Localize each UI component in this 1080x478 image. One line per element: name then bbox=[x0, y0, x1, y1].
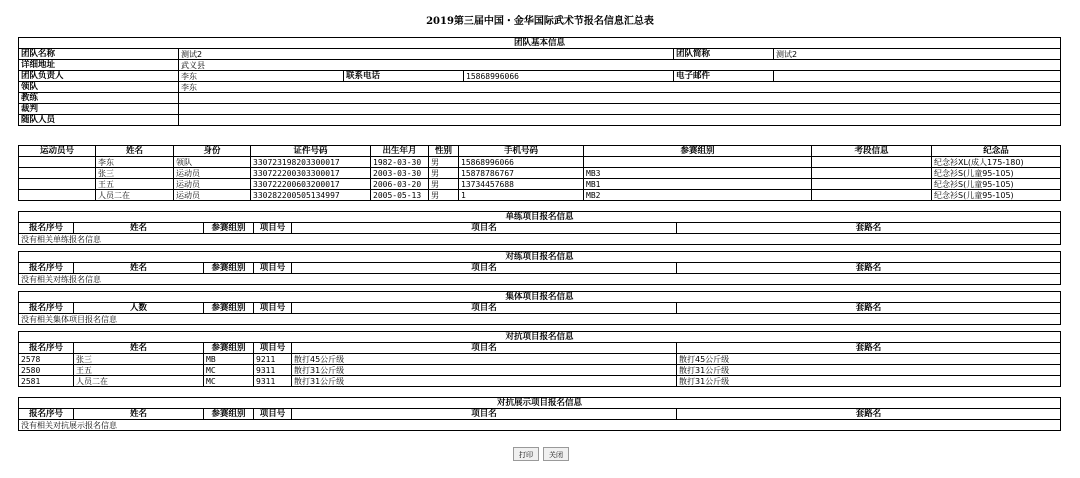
combat-item-no: 9311 bbox=[254, 376, 292, 387]
athlete-name: 李东 bbox=[96, 157, 174, 168]
combat-table bbox=[18, 331, 1061, 387]
print-button[interactable]: 打印 bbox=[513, 447, 539, 461]
combat-row bbox=[19, 354, 1061, 365]
pair-header: 套路名 bbox=[677, 263, 1061, 274]
pair-table bbox=[18, 251, 1061, 285]
team-info-table bbox=[18, 37, 1061, 126]
pair-header: 参赛组别 bbox=[204, 263, 254, 274]
athlete-number bbox=[19, 157, 96, 168]
athlete-role: 运动员 bbox=[174, 179, 251, 190]
team-name-value: 测试2 bbox=[179, 49, 674, 60]
group-section-title: 集体项目报名信息 bbox=[19, 292, 1061, 303]
pair-header: 姓名 bbox=[74, 263, 204, 274]
athlete-phone: 15878786767 bbox=[459, 168, 584, 179]
combat-row bbox=[19, 376, 1061, 387]
athlete-grade bbox=[812, 179, 932, 190]
single-header: 参赛组别 bbox=[204, 223, 254, 234]
group-header: 人数 bbox=[74, 303, 204, 314]
athletes-table bbox=[18, 145, 1061, 201]
email-label: 电子邮件 bbox=[674, 71, 774, 82]
team-short-value: 测试2 bbox=[774, 49, 1061, 60]
athlete-gender: 男 bbox=[429, 179, 459, 190]
staff-value bbox=[179, 115, 1061, 126]
combat-seq: 2578 bbox=[19, 354, 74, 365]
combat-item-name: 散打31公斤级 bbox=[292, 376, 677, 387]
athlete-name: 张三 bbox=[96, 168, 174, 179]
athlete-souvenir: 纪念衫S(儿童95-105) bbox=[932, 168, 1061, 179]
group-header: 套路名 bbox=[677, 303, 1061, 314]
athletes-header: 考段信息 bbox=[812, 146, 932, 157]
athlete-birth: 1982-03-30 bbox=[371, 157, 429, 168]
combat-name: 人员二在 bbox=[74, 376, 204, 387]
combat-row bbox=[19, 365, 1061, 376]
phone-value: 15868996066 bbox=[464, 71, 674, 82]
athlete-group: MB1 bbox=[584, 179, 812, 190]
combat-seq: 2580 bbox=[19, 365, 74, 376]
athlete-souvenir: 纪念衫S(儿童95-105) bbox=[932, 179, 1061, 190]
single-header: 套路名 bbox=[677, 223, 1061, 234]
combat-name: 张三 bbox=[74, 354, 204, 365]
athletes-header: 运动员号 bbox=[19, 146, 96, 157]
athlete-phone: 15868996066 bbox=[459, 157, 584, 168]
combat-header: 项目名 bbox=[292, 343, 677, 354]
combat-routine: 散打31公斤级 bbox=[677, 376, 1061, 387]
pair-header: 项目号 bbox=[254, 263, 292, 274]
combat-name: 王五 bbox=[74, 365, 204, 376]
single-header: 项目名 bbox=[292, 223, 677, 234]
athletes-header: 手机号码 bbox=[459, 146, 584, 157]
combat-item-name: 散打45公斤级 bbox=[292, 354, 677, 365]
athlete-id: 330722200603200017 bbox=[251, 179, 371, 190]
athletes-header: 性别 bbox=[429, 146, 459, 157]
single-header: 姓名 bbox=[74, 223, 204, 234]
page-title: 2019第三届中国・金华国际武术节报名信息汇总表 bbox=[426, 16, 654, 27]
team-name-label: 团队名称 bbox=[19, 49, 179, 60]
athlete-id: 330722200303300017 bbox=[251, 168, 371, 179]
combat-show-header: 参赛组别 bbox=[204, 409, 254, 420]
pair-empty: 没有相关对练报名信息 bbox=[19, 274, 1061, 285]
athlete-id: 330282200505134997 bbox=[251, 190, 371, 201]
phone-label: 联系电话 bbox=[344, 71, 464, 82]
athletes-header: 参赛组别 bbox=[584, 146, 812, 157]
athlete-group: MB2 bbox=[584, 190, 812, 201]
pair-header: 报名序号 bbox=[19, 263, 74, 274]
combat-section-title: 对抗项目报名信息 bbox=[19, 332, 1061, 343]
combat-show-header: 姓名 bbox=[74, 409, 204, 420]
athlete-number bbox=[19, 168, 96, 179]
single-header: 报名序号 bbox=[19, 223, 74, 234]
single-empty: 没有相关单练报名信息 bbox=[19, 234, 1061, 245]
combat-show-header: 项目名 bbox=[292, 409, 677, 420]
combat-show-section-title: 对抗展示项目报名信息 bbox=[19, 398, 1061, 409]
pair-header: 项目名 bbox=[292, 263, 677, 274]
judge-label: 裁判 bbox=[19, 104, 179, 115]
judge-value bbox=[179, 104, 1061, 115]
athlete-birth: 2005-05-13 bbox=[371, 190, 429, 201]
single-section-title: 单练项目报名信息 bbox=[19, 212, 1061, 223]
combat-group: MC bbox=[204, 365, 254, 376]
combat-header: 姓名 bbox=[74, 343, 204, 354]
email-value bbox=[774, 71, 1061, 82]
combat-header: 参赛组别 bbox=[204, 343, 254, 354]
leader-value: 李东 bbox=[179, 71, 344, 82]
athletes-header: 证件号码 bbox=[251, 146, 371, 157]
staff-label: 随队人员 bbox=[19, 115, 179, 126]
athlete-grade bbox=[812, 157, 932, 168]
combat-show-header: 项目号 bbox=[254, 409, 292, 420]
leader-label: 团队负责人 bbox=[19, 71, 179, 82]
group-header: 参赛组别 bbox=[204, 303, 254, 314]
athlete-row bbox=[19, 168, 1061, 179]
athlete-name: 人员二在 bbox=[96, 190, 174, 201]
athlete-birth: 2003-03-30 bbox=[371, 168, 429, 179]
combat-routine: 散打45公斤级 bbox=[677, 354, 1061, 365]
combat-item-name: 散打31公斤级 bbox=[292, 365, 677, 376]
athlete-role: 领队 bbox=[174, 157, 251, 168]
athlete-souvenir: 纪念衫S(儿童95-105) bbox=[932, 190, 1061, 201]
athletes-header: 出生年月 bbox=[371, 146, 429, 157]
combat-group: MC bbox=[204, 376, 254, 387]
group-header: 项目名 bbox=[292, 303, 677, 314]
athlete-row bbox=[19, 190, 1061, 201]
address-label: 详细地址 bbox=[19, 60, 179, 71]
combat-group: MB bbox=[204, 354, 254, 365]
group-table bbox=[18, 291, 1061, 325]
athletes-header: 纪念品 bbox=[932, 146, 1061, 157]
athlete-number bbox=[19, 179, 96, 190]
team-short-label: 团队简称 bbox=[674, 49, 774, 60]
coach-value bbox=[179, 93, 1061, 104]
athlete-gender: 男 bbox=[429, 157, 459, 168]
athlete-group bbox=[584, 157, 812, 168]
athlete-row bbox=[19, 157, 1061, 168]
combat-header: 报名序号 bbox=[19, 343, 74, 354]
combat-item-no: 9211 bbox=[254, 354, 292, 365]
athlete-birth: 2006-03-20 bbox=[371, 179, 429, 190]
athlete-id: 330723198203300017 bbox=[251, 157, 371, 168]
team-section-title: 团队基本信息 bbox=[19, 38, 1061, 49]
athletes-header: 姓名 bbox=[96, 146, 174, 157]
athlete-name: 王五 bbox=[96, 179, 174, 190]
pair-section-title: 对练项目报名信息 bbox=[19, 252, 1061, 263]
combat-header: 套路名 bbox=[677, 343, 1061, 354]
athlete-grade bbox=[812, 168, 932, 179]
single-table bbox=[18, 211, 1061, 245]
athlete-gender: 男 bbox=[429, 168, 459, 179]
group-empty: 没有相关集体项目报名信息 bbox=[19, 314, 1061, 325]
lead-label: 领队 bbox=[19, 82, 179, 93]
athlete-role: 运动员 bbox=[174, 168, 251, 179]
athlete-souvenir: 纪念衫XL(成人175-180) bbox=[932, 157, 1061, 168]
combat-item-no: 9311 bbox=[254, 365, 292, 376]
athlete-role: 运动员 bbox=[174, 190, 251, 201]
group-header: 项目号 bbox=[254, 303, 292, 314]
athlete-phone: 1 bbox=[459, 190, 584, 201]
athletes-header: 身份 bbox=[174, 146, 251, 157]
combat-header: 项目号 bbox=[254, 343, 292, 354]
combat-seq: 2581 bbox=[19, 376, 74, 387]
athlete-number bbox=[19, 190, 96, 201]
lead-value: 李东 bbox=[179, 82, 1061, 93]
combat-show-header: 套路名 bbox=[677, 409, 1061, 420]
address-value: 武义县 bbox=[179, 60, 1061, 71]
combat-show-empty: 没有相关对抗展示报名信息 bbox=[19, 420, 1061, 431]
combat-routine: 散打31公斤级 bbox=[677, 365, 1061, 376]
single-header: 项目号 bbox=[254, 223, 292, 234]
combat-show-table bbox=[18, 397, 1061, 431]
athlete-row bbox=[19, 179, 1061, 190]
coach-label: 教练 bbox=[19, 93, 179, 104]
close-button[interactable]: 关闭 bbox=[543, 447, 569, 461]
athlete-phone: 13734457688 bbox=[459, 179, 584, 190]
combat-show-header: 报名序号 bbox=[19, 409, 74, 420]
athlete-grade bbox=[812, 190, 932, 201]
athlete-group: MB3 bbox=[584, 168, 812, 179]
group-header: 报名序号 bbox=[19, 303, 74, 314]
athlete-gender: 男 bbox=[429, 190, 459, 201]
